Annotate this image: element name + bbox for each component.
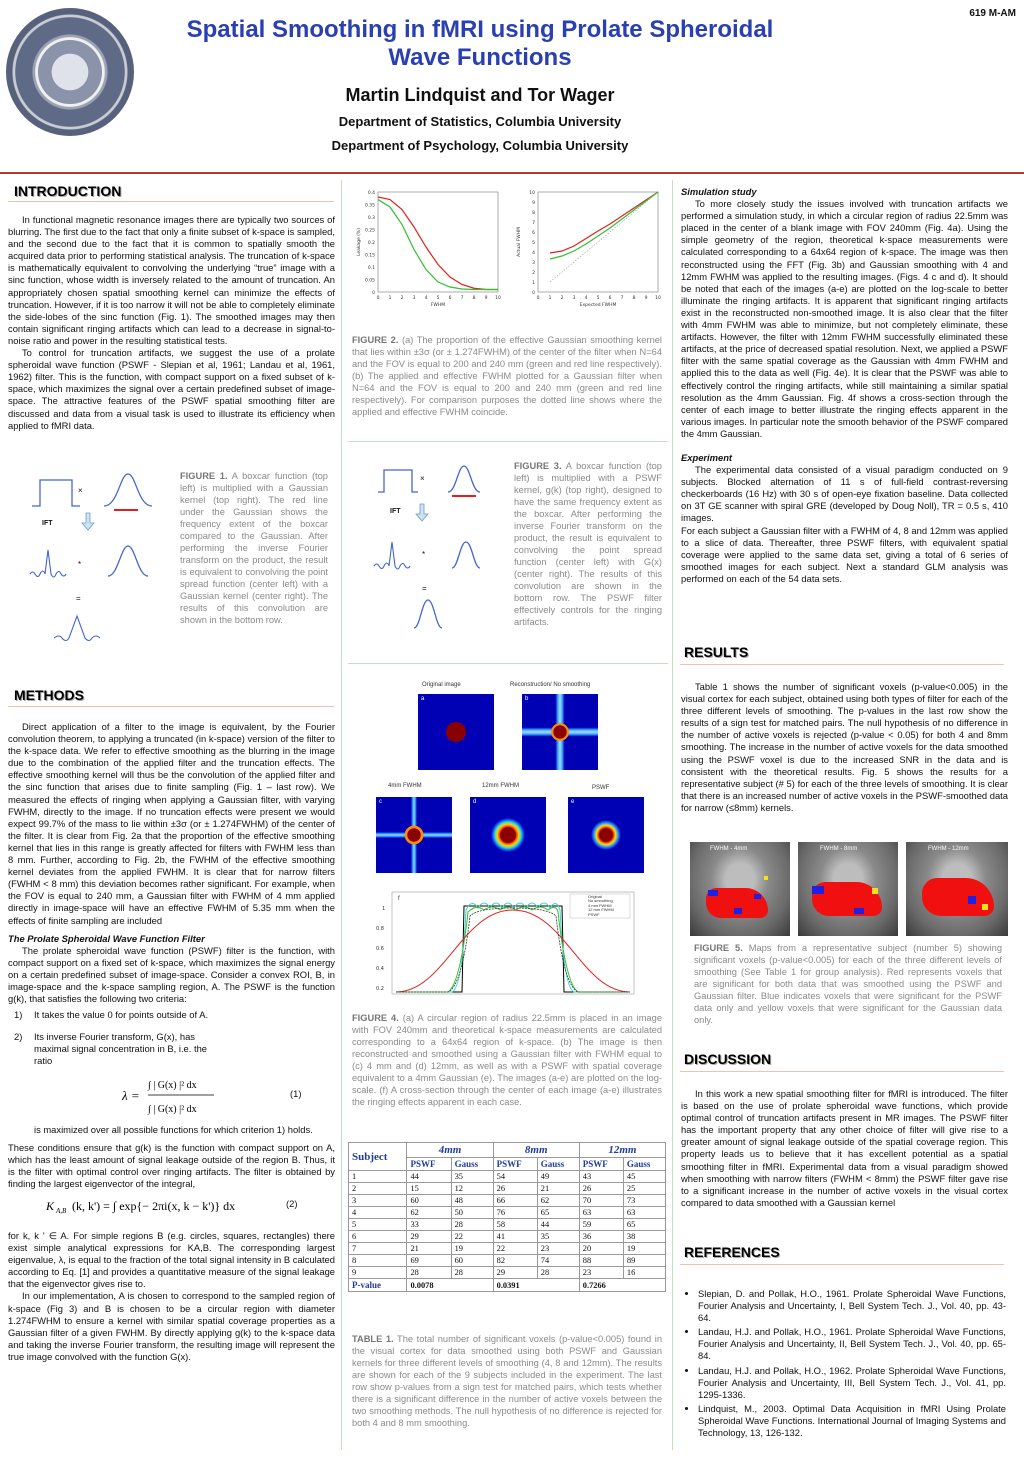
table-cell: 22 <box>451 1231 493 1243</box>
table-row <box>349 1195 666 1207</box>
table-cell: 35 <box>451 1171 493 1183</box>
figure-3-diagram <box>352 458 508 648</box>
y-tick-label: 0.15 <box>364 253 375 259</box>
table-cell: 19 <box>623 1243 665 1255</box>
x-tick-label: 3 <box>572 296 576 301</box>
table-header-8mm: 8mm <box>493 1143 579 1158</box>
table-cell: 20 <box>579 1243 623 1255</box>
svg-text:K: K <box>46 1199 55 1213</box>
figure-4f-legend <box>588 895 614 917</box>
table-subheader-gauss: Gauss <box>451 1158 493 1171</box>
table-cell: 48 <box>451 1195 493 1207</box>
methods-paragraph-5: In our implementation, A is chosen to correspond to the sampled region of k-space (Fig 3) and B is chosen to be a circular region with diameter 1.274FWHM to ensure a kernel with similar spatial coverage properties as a Gaussian filter of a given FWHM. By directly applying g(k) to the k-space data and taking the inverse Fourier transform, the resulting image will represent the true image convolved with the function G(x). <box>8 1290 335 1362</box>
table-cell: 2 <box>349 1183 407 1195</box>
y-tick-label: 1 <box>532 281 535 286</box>
equation-1-formula <box>118 1068 238 1124</box>
ift-label: IFT <box>42 520 53 527</box>
methods-text <box>8 721 335 1363</box>
table-header-4mm: 4mm <box>407 1143 493 1158</box>
x-tick-label: 0 <box>536 296 540 301</box>
experiment-text-1: The experimental data consisted of a visual paradigm conducted on 9 subjects. Blocked alternation of 11 s of full-field contrast-reversing checkerboards (16 Hz) with 30 s of open-eye fixation baseline. Data collected on 3T GE scanner with spiral GRE (developed by Doug Noll), TR = 0.5 s, 410 images. <box>681 464 1008 524</box>
legend-entry: Original <box>588 894 602 899</box>
figure-2a-chart <box>348 186 508 326</box>
figure-3-text: A boxcar function (top left) is multiplied with a PSWF kernel, g(k) (top right), designed to have the same frequency extent as the boxcar. After performing the inverse Fourier transform on the product, the result is equivalent to convolving the point spread function (center left) with G(x) (center right). The results of this convolution are shown in the bottom row. The PSWF filter effectively controls for the ringing artifacts. <box>514 461 662 627</box>
brain-label-12mm: FWHM - 12mm <box>928 846 969 852</box>
y-tick-label: 4 <box>532 251 535 256</box>
brain-label-8mm: FWHM - 8mm <box>820 846 858 852</box>
results-heading: RESULTS <box>684 644 749 660</box>
table-cell: 19 <box>451 1243 493 1255</box>
equation-2-tag: (2) <box>286 1198 298 1209</box>
table-cell: 62 <box>407 1207 451 1219</box>
y-tick-label: 0 <box>372 291 375 296</box>
table-1-significant-voxels <box>348 1142 666 1292</box>
table-pvalue-8mm: 0.0391 <box>493 1279 579 1292</box>
table-cell: 65 <box>537 1207 579 1219</box>
table-cell: 1 <box>349 1171 407 1183</box>
figure-3-caption <box>514 460 662 628</box>
methods-heading: METHODS <box>14 687 84 703</box>
intro-paragraph-1: In functional magnetic resonance images there are typically two sources of blurring. The first due to the fact that only a finite subset of k-space is sampled, and the second due to the fact that it is common to spatially smooth the acquired data prior to performing statistical analysis. The truncation of k-space is mathematically equivalent to convolving the underlying “true” image with a sinc function, whose width is inversely related to the amount of truncation. An appropriately chosen spatial smoothing kernel can minimize the effects of truncation. However, if it is too narrow it will not be able to completely eliminate the side-lobes of the sinc function (Fig. 1). The smoothed images may then contain significant ringing artifacts which can lead to a decrease in signal-to-noise ratio and power in the resulting statistical tests. <box>8 214 335 346</box>
x-tick-label: 1 <box>548 296 552 301</box>
table-cell: 89 <box>623 1255 665 1267</box>
columbia-seal-logo <box>6 8 134 136</box>
x-tick-label: 1 <box>388 296 392 301</box>
table-cell: 44 <box>537 1219 579 1231</box>
references-list <box>684 1288 1006 1441</box>
table-cell: 29 <box>493 1267 537 1279</box>
criterion-2-number: 2) <box>14 1031 23 1043</box>
discussion-heading: DISCUSSION <box>684 1051 772 1067</box>
figure-2b-chart <box>508 186 668 326</box>
table-1-caption <box>352 1333 662 1429</box>
table-cell: 35 <box>537 1231 579 1243</box>
table-cell: 29 <box>407 1231 451 1243</box>
table-cell: 63 <box>579 1207 623 1219</box>
section-rule <box>8 706 334 707</box>
image-c-4mm <box>376 797 452 873</box>
convolve-symbol: * <box>422 550 426 559</box>
reference-item: • Slepian, D. and Pollak, H.O., 1961. Prolate Spheroidal Wave Functions, Fourier Analysis and Uncertainty, I, Bell System Tech. J., Vol. 40, pp. 43-64. <box>698 1288 1006 1324</box>
convolution-result-curve <box>414 600 442 628</box>
image-b-reconstruction <box>522 694 598 770</box>
poster-title <box>150 16 810 72</box>
results-paragraph: Table 1 shows the number of significant voxels (p-value<0.005) in the visual cortex for each subject, obtained using both types of filter for each of the three different levels of smoothing. The p-values in the last row show the results of a sign test for matched pairs. The null hypothesis of no difference in the number of active voxels is rejected (p-value < 0.05) for both 4 and 8mm smoothing. The increase in the number of active voxels for the data smoothed using the PSWF voxel is due to the increased SNR in the data and is consistent with the theoretical results. Fig. 5 shows the results for a representative subject (# 5) for each of the three levels of smoothing. It is clear that there is an increased number of active voxels in the PSWF-smoothed data for narrow (≤8mm) kernels. <box>681 681 1008 813</box>
department-statistics: Department of Statistics, Columbia University <box>338 114 622 129</box>
table-cell: 33 <box>407 1219 451 1231</box>
simulation-section <box>681 186 1008 585</box>
reference-item: • Landau, H.J. and Pollak, H.O., 1961. Prolate Spheroidal Wave Functions, Fourier Analysis and Uncertainty, II, Bell System Tech. J., Vol. 40, pp. 65-84. <box>698 1326 1006 1362</box>
x-tick-label: 4 <box>584 296 588 301</box>
figure-2-caption <box>352 334 662 418</box>
table-row <box>349 1171 666 1183</box>
x-tick-label: 9 <box>644 296 648 301</box>
criterion-1-text: It takes the value 0 for points outside of A. <box>34 1009 209 1021</box>
legend-entry: 12 mm FWHM <box>588 907 614 913</box>
table-row <box>349 1207 666 1219</box>
table-cell: 54 <box>493 1171 537 1183</box>
department-psychology: Department of Psychology, Columbia University <box>331 138 629 153</box>
multiply-symbol: × <box>420 474 425 483</box>
section-rule <box>348 441 668 442</box>
svg-text:0.4: 0.4 <box>376 966 384 972</box>
svg-text:1: 1 <box>382 906 386 912</box>
reference-item: • Landau, H.J. and Pollak, H.O., 1962. Prolate Spheroidal Wave Functions, Fourier Analysis and Uncertainty, III, Bell System Tech. J., Vol. 41, pp. 1295-1336. <box>698 1365 1006 1401</box>
figure-5-text: Maps from a representative subject (number 5) showing significant voxels (p-value<0.005) for each of the three different levels of smoothing (See Table 1 for group analysis). Red represents voxels that are significant for both data that was smoothed using the PSWF and Gaussian filter. Blue indicates voxels that were significant for the PSWF data only and yellow voxels that were significant for the Gaussian data only. <box>694 943 1002 1025</box>
poster-number: 619 M-AM <box>969 8 1016 19</box>
table-header-subject: Subject <box>349 1143 407 1171</box>
psf-sinc-curve <box>374 542 410 569</box>
boxcar-curve <box>378 470 418 492</box>
table-cell: 60 <box>451 1255 493 1267</box>
experiment-heading: Experiment <box>681 451 733 463</box>
table-row <box>349 1219 666 1231</box>
table-cell: 49 <box>537 1171 579 1183</box>
arrow-down-icon <box>82 513 94 530</box>
panel-d-label: d <box>473 799 477 805</box>
image-d-12mm <box>470 797 546 873</box>
label-4mm-fwhm: 4mm FWHM <box>388 783 422 789</box>
y-tick-label: 0.3 <box>367 216 375 221</box>
discussion-text <box>681 1088 1008 1209</box>
reference-item: • Lindquist, M., 2003. Optimal Data Acquisition in fMRI Using Prolate Spheroidal Wave Functions. International Journal of Imaging Systems and Technology, 13, 126-132. <box>698 1403 1006 1439</box>
table-cell: 36 <box>579 1231 623 1243</box>
table-1-label: TABLE 1. <box>352 1334 394 1344</box>
y-tick-label: 6 <box>532 231 535 236</box>
section-rule <box>8 201 334 202</box>
convolve-symbol: * <box>78 560 82 569</box>
table-cell: 69 <box>407 1255 451 1267</box>
table-cell: 44 <box>407 1171 451 1183</box>
y-tick-label: 5 <box>532 241 535 246</box>
table-cell: 21 <box>537 1183 579 1195</box>
psf-sinc-curve <box>30 550 66 577</box>
y-tick-label: 9 <box>532 201 535 206</box>
section-rule <box>680 1071 1004 1072</box>
x-tick-label: 5 <box>596 296 600 301</box>
title-line-2: Wave Functions <box>388 44 572 71</box>
table-cell: 16 <box>623 1267 665 1279</box>
y-tick-label: 2 <box>532 271 535 276</box>
table-row <box>349 1243 666 1255</box>
column-divider <box>672 180 673 1450</box>
equation-2-formula <box>42 1190 292 1230</box>
table-cell: 26 <box>579 1183 623 1195</box>
x-tick-label: 5 <box>436 296 440 301</box>
brain-map-8mm <box>798 842 898 936</box>
table-cell: 50 <box>451 1207 493 1219</box>
pswf-kernel-curve <box>448 466 480 492</box>
criterion-1-number: 1) <box>14 1009 23 1021</box>
table-cell: 62 <box>537 1195 579 1207</box>
svg-text:A,B: A,B <box>56 1207 67 1215</box>
table-cell: 26 <box>493 1183 537 1195</box>
table-row <box>349 1231 666 1243</box>
introduction-heading: INTRODUCTION <box>14 183 122 199</box>
table-cell: 15 <box>407 1183 451 1195</box>
label-original-image: Original image <box>422 682 461 688</box>
convolution-result-curve <box>54 616 100 641</box>
table-cell: 23 <box>537 1243 579 1255</box>
authors: Martin Lindquist and Tor Wager <box>345 85 615 105</box>
table-row <box>349 1255 666 1267</box>
equation-1-tag: (1) <box>290 1087 302 1099</box>
y-tick-label: 0.2 <box>367 241 375 246</box>
x-tick-label: 6 <box>608 296 612 301</box>
table-cell: 3 <box>349 1195 407 1207</box>
table-cell: 6 <box>349 1231 407 1243</box>
figure-1-text: A boxcar function (top left) is multiplied with a Gaussian kernel (top right). The red line under the Gaussian shows the frequency extent of the boxcar compared to the Gaussian. After performing the inverse Fourier transform on the product, the result is equivalent to convolving the point spread function (center left) with a Gaussian kernel (center right). The results of this convolution are shown in the bottom row. <box>180 471 328 625</box>
y-tick-label: 10 <box>529 191 535 196</box>
methods-paragraph-4: for k, k ' ∈ A. For simple regions B (e.g. circles, squares, rectangles) there exist simple analytical expressions for KA,B. The corresponding largest eigenvalue, λ, is equal to the fraction of the total signal intensity in B calculated according to Eq. [1] and provides a quantitative measure of the signal leakage that the eigenvector gives rise to. <box>8 1230 335 1290</box>
panel-a-label: a <box>421 696 425 702</box>
table-cell: 5 <box>349 1219 407 1231</box>
figure-3-label: FIGURE 3. <box>514 461 562 471</box>
column-divider <box>341 180 342 1450</box>
table-row <box>349 1267 666 1279</box>
table-cell: 41 <box>493 1231 537 1243</box>
plot-frame <box>378 192 498 292</box>
image-e-pswf <box>568 797 644 873</box>
y-axis-label: Actual FWHM <box>517 227 522 257</box>
intro-paragraph-2: To control for truncation artifacts, we suggest the use of a prolate spheroidal wave function (PSWF - Slepian et al, 1961; Landau et al, 1961, 1962) filter. This is the function, with compact support on a fixed subset of k-space, which maximizes the signal over a certain predefined subset of image-space. The attractive features of the PSWF spatial smoothing filter are discussed and data from a visual task is used to illustrate its efficiency when applied to fMRI data. <box>8 347 335 431</box>
figure-5-caption <box>694 942 1002 1026</box>
y-tick-label: 8 <box>532 211 535 216</box>
figure-4f-cross-section <box>352 888 642 1000</box>
table-cell: 76 <box>493 1207 537 1219</box>
equation-1 <box>8 1068 335 1124</box>
criterion-1 <box>8 1009 335 1021</box>
multiply-symbol: × <box>78 486 83 495</box>
x-tick-label: 9 <box>484 296 488 301</box>
x-tick-label: 6 <box>448 296 452 301</box>
svg-text:∫ | G(x) |² dx: ∫ | G(x) |² dx <box>148 1079 197 1091</box>
criterion-2-tail: is maximized over all possible functions for which criterion 1) holds. <box>34 1123 313 1135</box>
table-cell: 7 <box>349 1243 407 1255</box>
table-cell: 22 <box>493 1243 537 1255</box>
gaussian-kernel-curve <box>108 546 148 576</box>
panel-e-label: e <box>571 799 575 805</box>
table-subheader-pswf: PSWF <box>579 1158 623 1171</box>
x-tick-label: 8 <box>632 296 636 301</box>
x-axis-label: FWHM <box>430 303 446 308</box>
title-line-1: Spatial Smoothing in fMRI using Prolate Spheroidal <box>186 16 774 43</box>
panel-f-label: f <box>398 896 400 902</box>
image-a-original <box>418 694 494 770</box>
equation-2 <box>8 1190 335 1230</box>
table-cell: 28 <box>451 1267 493 1279</box>
table-pvalue-label: P-value <box>349 1279 407 1292</box>
boxcar-curve <box>32 480 80 506</box>
table-cell: 4 <box>349 1207 407 1219</box>
x-axis-label: Expected FWHM <box>579 303 617 308</box>
table-row <box>349 1183 666 1195</box>
table-cell: 43 <box>579 1171 623 1183</box>
table-pvalue-4mm: 0.0078 <box>407 1279 493 1292</box>
brain-map-12mm <box>906 842 1008 936</box>
methods-paragraph-3: These conditions ensure that g(k) is the function with compact support on A, which has the least amount of signal leakage outside of the region B. Thus, it is the filter with optimal control over ringing artifacts. The filter is obtained by finding the largest eigenvector of the integral, <box>8 1141 335 1189</box>
x-tick-label: 4 <box>424 296 428 301</box>
x-tick-label: 3 <box>412 296 416 301</box>
figure-4-label: FIGURE 4. <box>352 1013 399 1023</box>
panel-b-label: b <box>525 696 529 702</box>
x-tick-label: 8 <box>472 296 476 301</box>
table-cell: 28 <box>451 1219 493 1231</box>
table-cell: 58 <box>493 1219 537 1231</box>
legend-entry: PSWF <box>588 911 600 917</box>
table-subheader-pswf: PSWF <box>493 1158 537 1171</box>
x-tick-label: 10 <box>495 296 501 301</box>
x-tick-label: 0 <box>376 296 380 301</box>
pswf-subheading: The Prolate Spheroidal Wave Function Filter <box>8 932 205 944</box>
figure-4-text: (a) A circular region of radius 22.5mm is placed in an image with FOV 240mm and theoretical k-space measurements are calculated corresponding to a 64x64 region of k-space. (b) The image is then reconstructed and smoothed using a Gaussian filter with FWHM equal to (c) 4 mm and (d) 12mm, as well as with a PSWF with spatial coverage equivalent to a 4mm Gaussian (e). The images (a-e) are plotted on the log-scale. (f) A cross-section through the center of each image (a-e) illustrates the ringing effects apparent in each case. <box>352 1013 662 1107</box>
results-text <box>681 681 1008 814</box>
table-cell: 88 <box>579 1255 623 1267</box>
y-tick-label: 3 <box>532 261 535 266</box>
figure-2-label: FIGURE 2. <box>352 335 399 345</box>
criterion-2-text: Its inverse Fourier transform, G(x), has maximal signal concentration in B, i.e. the ratio <box>34 1031 208 1067</box>
label-reconstruction: Reconstruction/ No smoothing <box>510 682 591 688</box>
svg-text:0.2: 0.2 <box>376 986 384 992</box>
section-rule <box>680 1264 1004 1265</box>
simulation-heading: Simulation study <box>681 186 757 197</box>
x-tick-label: 2 <box>560 296 564 301</box>
x-tick-label: 7 <box>460 296 464 301</box>
references-heading: REFERENCES <box>684 1244 780 1260</box>
table-cell: 9 <box>349 1267 407 1279</box>
figure-5-label: FIGURE 5. <box>694 943 743 953</box>
methods-paragraph-2: The prolate spheroidal wave function (PSWF) filter is the function, with compact support on a fixed set of k-space, which maximizes the signal energy on a certain predefined subset of image-space. Consider a convex ROI, B, in image-space and the k-space sampling region, A. The PSWF is the function g(k), that satisfies the following two criteria: <box>8 944 335 1005</box>
table-cell: 23 <box>579 1267 623 1279</box>
table-subheader-gauss: Gauss <box>623 1158 665 1171</box>
legend-entry: No smoothing <box>588 898 613 904</box>
methods-paragraph-1: Direct application of a filter to the image is equivalent, by the Fourier convolution theorem, to applying a truncated (in k-space) version of the filter to the k-space data. We refer to effective smoothing as the blurring in the image due to the combination of the applied filter and the truncation effects. The effective smoothing kernel will thus be the convolution of the applied filter and the sinc function that arises due to finite sampling (Fig. 1 – last row). We measured the effects of ringing when applying a Gaussian filter, with varying FWHM, directly to the image. If no truncation effects were present we would expect 99.7% of the mass to lie within ±3σ (or ± 1.274FWHM) of the center of the filter. It is clear from Fig. 2a that the proportion of the effective smoothing kernel that lies in this range is greatly affected for filters with FWHM less than 8 mm. Further, according to Fig. 2b, the FWHM of the effective smoothing kernel deviates from the applied FWHM. It is clear that for narrow filters (FWHM < 8 mm) this deviation becomes rather significant. For example, when the FOV is equal to 240 mm, a Gaussian filter with FWHM of 4 mm applied directly in image-space will have an effective FWHM of 5.35 mm when the effects of finite sampling are included <box>8 721 335 926</box>
gx-kernel-curve <box>452 542 480 568</box>
y-tick-label: 0.35 <box>364 203 375 209</box>
brain-label-4mm: FWHM - 4mm <box>710 846 748 852</box>
figure-5-brain-maps <box>690 842 1008 936</box>
table-cell: 73 <box>623 1195 665 1207</box>
table-cell: 70 <box>579 1195 623 1207</box>
table-header-12mm: 12mm <box>579 1143 665 1158</box>
svg-text:0.6: 0.6 <box>376 946 384 952</box>
arrow-down-icon <box>416 504 428 521</box>
y-axis-label: Leakage (%) <box>357 227 362 257</box>
y-tick-label: 0 <box>532 291 535 296</box>
table-cell: 38 <box>623 1231 665 1243</box>
header-divider <box>0 172 1024 174</box>
figure-1-diagram <box>8 464 174 660</box>
discussion-paragraph: In this work a new spatial smoothing filter for fMRI is introduced. The filter is based on the use of prolate spheroidal wave functions, which provide optimal control of truncation artifacts present in MR images. The PSWF filter has the important property that any other choice of filter will give rise to a greater amount of signal leakage outside of the spatial coverage region. This property leads us to believe that it has excellent potential as a spatial smoothing filter in fMRI. Experimental data from a visual paradigm showed when smoothing with narrow filters (FWHM < 8mm) the PSWF filter gave rise to a significant increase in the number of active voxels in the visual cortex compared to data smoothed with a Gaussian kernel <box>681 1088 1008 1208</box>
equals-symbol: = <box>422 584 427 593</box>
label-12mm-fwhm: 12mm FWHM <box>482 783 519 789</box>
introduction-text <box>8 214 335 432</box>
y-tick-label: 0.05 <box>364 278 375 284</box>
ift-label: IFT <box>390 508 401 515</box>
section-rule <box>680 664 1004 665</box>
table-1-text: The total number of significant voxels (p-value<0.005) found in the visual cortex for data smoothed using both PSWF and Gaussian kernels for three different levels of smoothing (4, 8 and 12mm). The results are shown for each of the 9 subjects included in the experiment. The last row show p-values from a sign test for matched pairs, which tests whether there is a significant difference in the number of active voxels between the two smoothing methods. The null hypothesis of no difference is rejected for both 4 and 8 mm smoothing. <box>352 1334 662 1428</box>
table-cell: 25 <box>623 1183 665 1195</box>
panel-c-label: c <box>379 799 382 805</box>
y-tick-label: 0.25 <box>364 228 375 234</box>
table-cell: 59 <box>579 1219 623 1231</box>
legend-entry: 4 mm FWHM <box>588 902 612 908</box>
x-tick-label: 2 <box>400 296 404 301</box>
table-cell: 63 <box>623 1207 665 1219</box>
x-tick-label: 7 <box>620 296 624 301</box>
table-cell: 60 <box>407 1195 451 1207</box>
svg-text:(k, k') = ∫ exp{− 2πi(x, k − k: (k, k') = ∫ exp{− 2πi(x, k − k')} dx <box>72 1199 236 1213</box>
table-subheader-gauss: Gauss <box>537 1158 579 1171</box>
table-cell: 8 <box>349 1255 407 1267</box>
experiment-text-2: For each subject a Gaussian filter with a FWHM of 4, 8 and 12mm was applied to a slice of data. Thereafter, three PSWF filters, with equivalent spatial coverage were applied to the same data set, giving a total of 6 series of smoothed images for each subject. Next a standard GLM analysis was performed on each of the 54 data sets. <box>681 524 1008 584</box>
figure-2-text: (a) The proportion of the effective Gaussian smoothing kernel that lies within ±3σ (or ± 1.274FWHM) of the center of the filter when N=64 and the FOV is equal to 200 and 240 mm (green and red line respectively). (b) The applied and effective FWHM plotted for a Gaussian filter when N=64 and the FOV is equal to 200 and 240 mm (green and red line respectively). For comparison purposes the dotted line shows where the applied and effective FWHM coincide. <box>352 335 662 417</box>
table-cell: 66 <box>493 1195 537 1207</box>
table-pvalue-12mm: 0.7266 <box>579 1279 665 1292</box>
table-cell: 45 <box>623 1171 665 1183</box>
table-cell: 21 <box>407 1243 451 1255</box>
svg-text:∫ | G(x) |² dx: ∫ | G(x) |² dx <box>148 1103 197 1115</box>
figure-1-caption <box>180 470 328 626</box>
section-rule <box>348 663 668 664</box>
svg-text:λ =: λ = <box>122 1087 140 1103</box>
equals-symbol: = <box>76 594 81 603</box>
table-cell: 28 <box>537 1267 579 1279</box>
y-tick-label: 0.4 <box>367 191 375 196</box>
y-tick-label: 7 <box>532 221 535 226</box>
label-pswf: PSWF <box>592 785 610 791</box>
x-tick-label: 10 <box>655 296 661 301</box>
table-cell: 74 <box>537 1255 579 1267</box>
svg-text:0.8: 0.8 <box>376 926 384 932</box>
table-cell: 28 <box>407 1267 451 1279</box>
y-tick-label: 0.1 <box>367 266 375 271</box>
criterion-2 <box>8 1031 335 1067</box>
table-cell: 82 <box>493 1255 537 1267</box>
table-cell: 65 <box>623 1219 665 1231</box>
simulation-text: To more closely study the issues involved with truncation artifacts we performed a simulation study, in which a circular region of radius 22.5mm was placed in the center of a blank image with FOV 240mm (Fig. 4a). Using the simple geometry of the region, theoretical k-space measurements were calculated corresponding to a 64x64 region of k-space. The image was then reconstructed using the FFT (Fig. 3b) and Gaussian smoothing with 4 and 12mm FWHM was applied to the resulting images. (Figs. 4 c and d). It should be noted that each of the images (a-e) are plotted on the log-scale to better illuminate the ringing artifacts. It is apparent that significant ringing artifacts exist in the reconstructed non-smoothed image. It is also clear that the filter with 4mm FWHM was able to minimize, but not completely eliminate, these artifacts. However, the filter with 12mm FWHM successfully eliminated these artifacts, at the price of decreased spatial resolution. Next, we applied a PSWF filter with the same spatial coverage as the Gaussian with 4mm FWHM and applied this to the data as well (Fig. 4e). It is clear that the PSWF was able to effectively control the ringing artifacts, while still maintaining a similar spatial resolution as the 4mm Gaussian. Fig. 4f shows a cross-section through the center of each image to better illustrate the ringing effects apparent in the various images. In particular note the smooth behavior of the PSWF compared the 4mm Gaussian. <box>681 198 1008 439</box>
figure-4-caption <box>352 1012 662 1108</box>
gaussian-curve <box>104 474 152 506</box>
figure-1-label: FIGURE 1. <box>180 471 228 481</box>
table-cell: 12 <box>451 1183 493 1195</box>
table-subheader-pswf: PSWF <box>407 1158 451 1171</box>
brain-map-4mm <box>690 842 790 936</box>
